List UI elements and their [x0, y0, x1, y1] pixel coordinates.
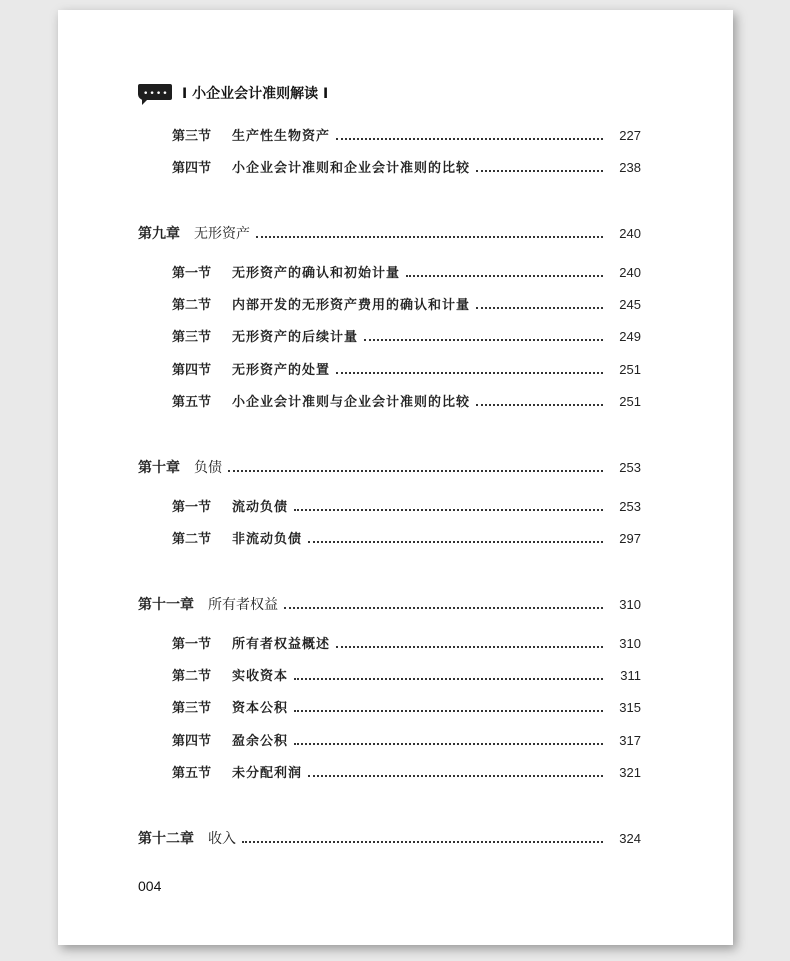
toc-entry-label: 第一节	[172, 637, 212, 652]
toc-entry-label: 第十章	[138, 460, 180, 476]
toc-entry-label: 第九章	[138, 226, 180, 242]
toc-entry-title: 所有者权益概述	[232, 637, 331, 652]
toc-entry-label: 第五节	[172, 395, 212, 410]
toc-entry-page: 310	[619, 636, 641, 651]
toc-section-entry	[172, 328, 641, 347]
toc-entry-label: 第三节	[172, 701, 212, 716]
toc-entry-label: 第四节	[172, 734, 212, 749]
dot-leader	[308, 540, 603, 543]
toc-entry-title: 收入	[208, 831, 236, 847]
running-header	[138, 82, 328, 104]
toc-entry-title: 内部开发的无形资产费用的确认和计量	[232, 298, 471, 313]
toc-entry-title: 无形资产的确认和初始计量	[232, 266, 401, 281]
toc-entry-label: 第十二章	[138, 831, 194, 847]
dot-leader	[476, 403, 603, 406]
dot-leader	[294, 677, 603, 680]
toc-entry-page: 240	[619, 226, 641, 241]
toc-entry-page: 310	[619, 597, 641, 612]
dot-leader	[336, 371, 603, 374]
dot-leader	[294, 709, 603, 712]
toc-chapter-entry	[138, 459, 641, 477]
toc-entry-page: 253	[619, 499, 641, 514]
toc-entry-label: 第四节	[172, 363, 212, 378]
toc-section-entry	[172, 530, 641, 549]
toc-entry-label: 第五节	[172, 766, 212, 781]
toc-section-entry	[172, 635, 641, 654]
dot-leader	[308, 774, 603, 777]
dot-leader	[256, 235, 603, 238]
speech-bubble-icon: ••••	[138, 84, 174, 102]
toc-entry-title: 无形资产	[194, 226, 250, 242]
toc-entry-label: 第四节	[172, 161, 212, 176]
toc-entry-page: 297	[619, 531, 641, 546]
dot-leader	[364, 338, 603, 341]
toc-entry-label: 第二节	[172, 298, 212, 313]
toc-entry-title: 小企业会计准则和企业会计准则的比较	[232, 161, 471, 176]
toc-entry-page: 253	[619, 460, 641, 475]
toc-entry-title: 无形资产的后续计量	[232, 330, 359, 345]
dot-leader	[228, 469, 603, 472]
toc-entry-title: 无形资产的处置	[232, 363, 331, 378]
toc-section-entry	[172, 699, 641, 718]
toc-entry-page: 227	[619, 128, 641, 143]
toc-entry-page: 251	[619, 362, 641, 377]
dot-leader	[242, 840, 603, 843]
toc-entry-page: 245	[619, 297, 641, 312]
toc-entry-page: 238	[619, 160, 641, 175]
toc-entry-label: 第三节	[172, 330, 212, 345]
toc-entry-title: 盈余公积	[232, 734, 289, 749]
toc-entry-title: 资本公积	[232, 701, 289, 716]
dot-leader	[284, 606, 603, 609]
toc-section-entry	[172, 498, 641, 517]
dot-leader	[294, 742, 603, 745]
dot-leader	[476, 169, 603, 172]
toc-entry-title: 非流动负债	[232, 532, 303, 547]
toc-section-entry	[172, 732, 641, 751]
toc-entry-title: 实收资本	[232, 669, 289, 684]
toc-section-entry	[172, 764, 641, 783]
toc-section-entry	[172, 296, 641, 315]
toc-chapter-entry	[138, 596, 641, 614]
toc-entry-page: 324	[619, 831, 641, 846]
dot-leader	[476, 306, 603, 309]
header-title: I 小企业会计准则解读 I	[182, 86, 329, 102]
toc-entry-title: 流动负债	[232, 500, 289, 515]
toc-entry-label: 第三节	[172, 129, 212, 144]
toc-entry-title: 小企业会计准则与企业会计准则的比较	[232, 395, 471, 410]
toc-entry-label: 第一节	[172, 500, 212, 515]
toc-section-entry	[172, 159, 641, 178]
toc-section-entry	[172, 667, 641, 686]
toc-entry-label: 第十一章	[138, 597, 194, 613]
toc-entry-title: 所有者权益	[208, 597, 278, 613]
toc-entry-page: 311	[620, 668, 641, 683]
toc-entry-label: 第二节	[172, 669, 212, 684]
toc-entry-page: 321	[619, 765, 641, 780]
toc-entry-title: 生产性生物资产	[232, 129, 331, 144]
dot-leader	[294, 508, 603, 511]
dot-leader	[336, 645, 603, 648]
toc-entry-label: 第一节	[172, 266, 212, 281]
toc-section-entry	[172, 393, 641, 412]
toc-chapter-entry	[138, 830, 641, 848]
toc-section-entry	[172, 361, 641, 380]
dot-leader	[406, 274, 603, 277]
toc-entry-page: 249	[619, 329, 641, 344]
toc-entry-title: 未分配利润	[232, 766, 303, 781]
toc-entry-page: 251	[619, 394, 641, 409]
toc-entry-page: 317	[619, 733, 641, 748]
toc-entry-page: 315	[619, 700, 641, 715]
document-page	[58, 10, 733, 945]
toc-entry-label: 第二节	[172, 532, 212, 547]
toc-chapter-entry	[138, 225, 641, 243]
dot-leader	[336, 137, 603, 140]
toc-entry-page: 240	[619, 265, 641, 280]
toc-section-entry	[172, 127, 641, 146]
toc-entry-title: 负债	[194, 460, 222, 476]
toc-section-entry	[172, 264, 641, 283]
page-number: 004	[138, 878, 162, 894]
